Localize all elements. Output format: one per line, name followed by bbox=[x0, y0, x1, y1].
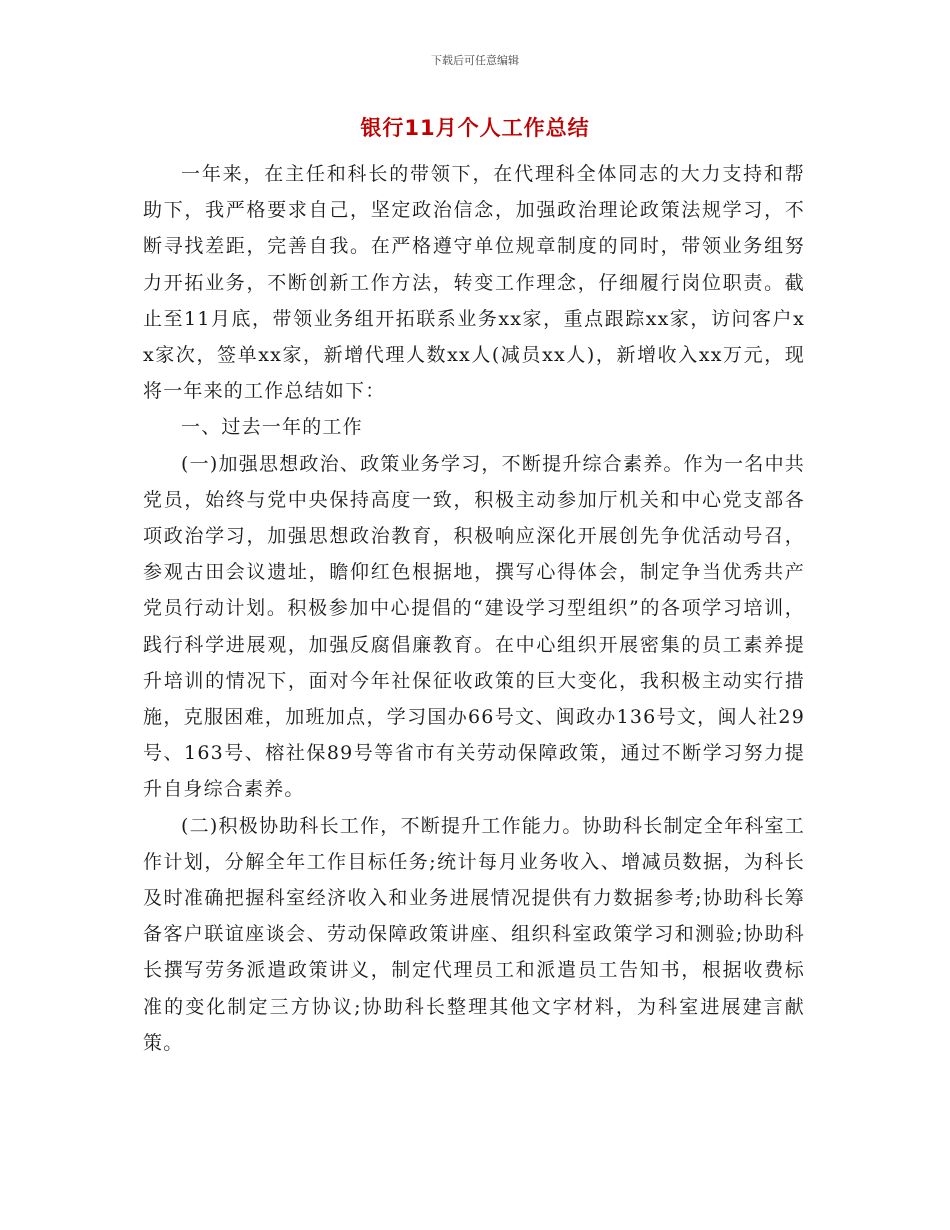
paragraph-study: (一)加强思想政治、政策业务学习，不断提升综合素养。作为一名中共党员，始终与党中央保持高度一致，积极主动参加厅机关和中心党支部各项政治学习，加强思想政治教育，积极响应深化开展创先争优活动号召，参观古田会议遗址，瞻仰红色根据地，撰写心得体会，制定争当优秀共产党员行动计划。积极参加中心提倡的“建设学习型组织”的各项学习培训，践行科学进展观，加强反腐倡廉教育。在中心组织开展密集的员工素养提升培训的情况下，面对今年社保征收政策的巨大变化，我积极主动实行措施，克服困难，加班加点，学习国办66号文、闽政办136号文，闽人社29号、163号、榕社保89号等省市有关劳动保障政策，通过不断学习努力提升自身综合素养。 bbox=[143, 452, 805, 801]
section-heading-past-year: 一、过去一年的工作 bbox=[181, 416, 363, 439]
paragraph-assist: (二)积极协助科长工作，不断提升工作能力。协助科长制定全年科室工作计划，分解全年工作目标任务;统计每月业务收入、增减员数据，为科长及时准确把握科室经济收入和业务进展情况提供有力数据参考;协助科长筹备客户联谊座谈会、劳动保障政策讲座、组织科室政策学习和测验;协助科长撰写劳务派遣政策讲义，制定代理员工和派遣员工告知书，根据收费标准的变化制定三方协议;协助科长整理其他文字材料，为科室进展建言献策。 bbox=[143, 814, 805, 1054]
document-body bbox=[143, 156, 805, 1061]
document-title: 银行11月个人工作总结 bbox=[360, 116, 590, 140]
page-header-note: 下载后可任意编辑 bbox=[431, 54, 519, 67]
paragraph-intro: 一年来，在主任和科长的带领下，在代理科全体同志的大力支持和帮助下，我严格要求自己，坚定政治信念，加强政治理论政策法规学习，不断寻找差距，完善自我。在严格遵守单位规章制度的同时，带领业务组努力开拓业务，不断创新工作方法，转变工作理念，仔细履行岗位职责。截止至11月底，带领业务组开拓联系业务xx家，重点跟踪xx家，访问客户xx家次，签单xx家，新增代理人数xx人(减员xx人)，新增收入xx万元，现将一年来的工作总结如下： bbox=[143, 163, 805, 403]
